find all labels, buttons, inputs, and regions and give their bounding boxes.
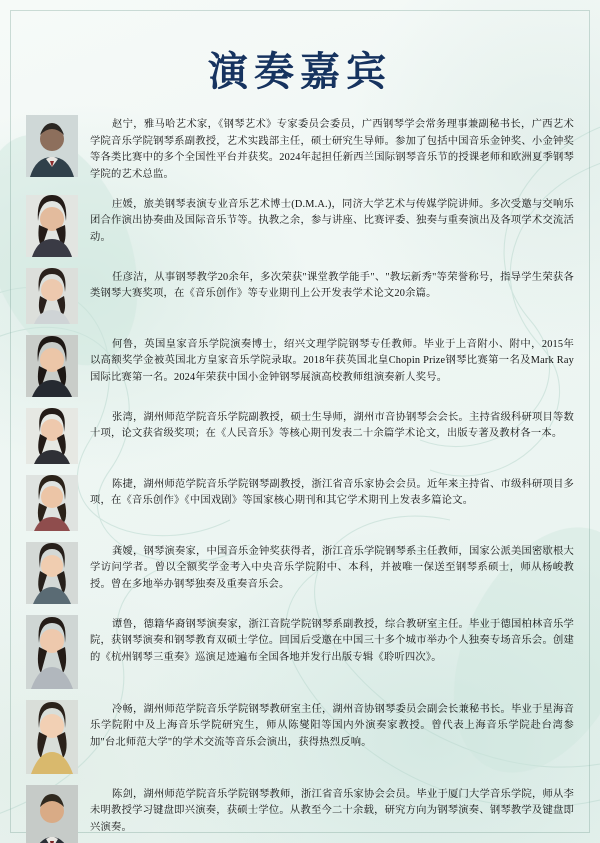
portrait-tan-lu	[26, 615, 78, 689]
guest-bio: 陈剑，湖州师范学院音乐学院钢琴教师，浙江省音乐家协会会员。毕业于厦门大学音乐学院，师从李未明教授学习键盘即兴演奏，获硕士学位。从教至今二十余载，研究方向为钢琴演奏、钢琴教学及键盘即兴演奏。	[90, 788, 574, 834]
page-title: 演奏嘉宾	[208, 49, 392, 94]
portrait-zhuang-yuan	[26, 195, 78, 257]
list-item	[26, 785, 574, 843]
portrait-zhang-yuan	[26, 408, 78, 464]
portrait-gong-yuan	[26, 542, 78, 604]
portrait-zhao-ning	[26, 115, 78, 177]
guest-bio: 任彦洁，从事钢琴教学20余年，多次荣获"课堂教学能手"、"教坛新秀"等荣誉称号，指导学生荣获各类钢琴大赛奖项，在《音乐创作》等专业期刊上公开发表学术论文20余篇。	[90, 271, 574, 300]
guest-bio: 何鲁，英国皇家音乐学院演奏博士，绍兴文理学院钢琴专任教师。毕业于上音附小、附中，2015年以高额奖学金被英国北方皇家音乐学院录取。2018年获英国北皇Chopin Prize钢琴比赛第一名及Mark Ray国际比赛第一名。2024年荣获中国小金钟钢琴展演高校教师组演奏新人奖号。	[90, 338, 574, 384]
portrait-chen-jie	[26, 475, 78, 531]
guest-bio: 龚嬡，钢琴演奏家，中国音乐金钟奖获得者，浙江音乐学院钢琴系主任教师，国家公派美国密歇根大学访问学者。曾以全额奖学金考入中央音乐学院附中、本科，并被唯一保送至钢琴系硕士，师从杨峻教授。曾在多地举办钢琴独奏及重奏音乐会。	[90, 545, 574, 591]
list-item	[26, 408, 574, 464]
portrait-chen-jian	[26, 785, 78, 843]
list-item	[26, 335, 574, 397]
guest-bio: 赵宁，雅马哈艺术家，《钢琴艺术》专家委员会委员，广西钢琴学会常务理事兼副秘书长，广西艺术学院音乐学院钢琴系副教授，艺术实践部主任，硕士研究生导师。参加了包括中国音乐金钟奖、小金钟奖等各类比赛中的多个全国性平台并获奖。2024年起担任新西兰国际钢琴音乐节的授课老师和欧洲夏季钢琴学院的艺术总监。	[90, 119, 574, 181]
portrait-leng-chang	[26, 700, 78, 774]
portrait-ren-yanjie	[26, 268, 78, 324]
guest-bio: 张湾，湖州师范学院音乐学院副教授，硕士生导师，湖州市音协钢琴会会长。主持省级科研项目等数十项，论文获省级奖项；在《人民音乐》等核心期刊发表二十余篇学术论文，出版专著及教材各一本。	[90, 411, 574, 440]
list-item	[26, 475, 574, 531]
guest-list	[0, 115, 600, 843]
portrait-he-lu	[26, 335, 78, 397]
list-item	[26, 115, 574, 184]
guest-bio: 陈捷，湖州师范学院音乐学院钢琴副教授，浙江省音乐家协会会员。近年来主持省、市级科研项目多项，在《音乐创作》《中国戏剧》等国家核心期刊和其它学术期刊上发表多篇论文。	[90, 478, 574, 507]
list-item	[26, 542, 574, 604]
list-item	[26, 268, 574, 324]
list-item	[26, 700, 574, 774]
guest-bio: 谭鲁，德籍华裔钢琴演奏家，浙江音院学院钢琴系副教授，综合教研室主任。毕业于德国柏林音乐学院，获钢琴演奏和钢琴教育双硕士学位。回国后受邀在中国三十多个城市举办个人独奏专场音乐会。创建的《杭州钢琴三重奏》巡演足迹遍布全国各地并发行出版专辑《聆听四次》。	[90, 618, 574, 664]
list-item	[26, 195, 574, 257]
list-item	[26, 615, 574, 689]
guest-bio: 冷畅，湖州师范学院音乐学院钢琴教研室主任，湖州音协钢琴委员会副会长兼秘书长。毕业于星海音乐学院附中及上海音乐学院研究生，师从陈燮阳等国内外演奏家教授。曾代表上海音乐学院赴台湾参加"台北师范大学"的学术交流等音乐会演出，获得热烈反响。	[90, 703, 574, 749]
guest-bio: 庄媛，旅美钢琴表演专业音乐艺术博士(D.M.A.)，同济大学艺术与传媒学院讲师。多次受邀与交响乐团合作演出协奏曲及国际音乐节等。执教之余，参与讲座、比赛评委、独奏与重奏演出及各项学术交流活动。	[90, 198, 574, 244]
